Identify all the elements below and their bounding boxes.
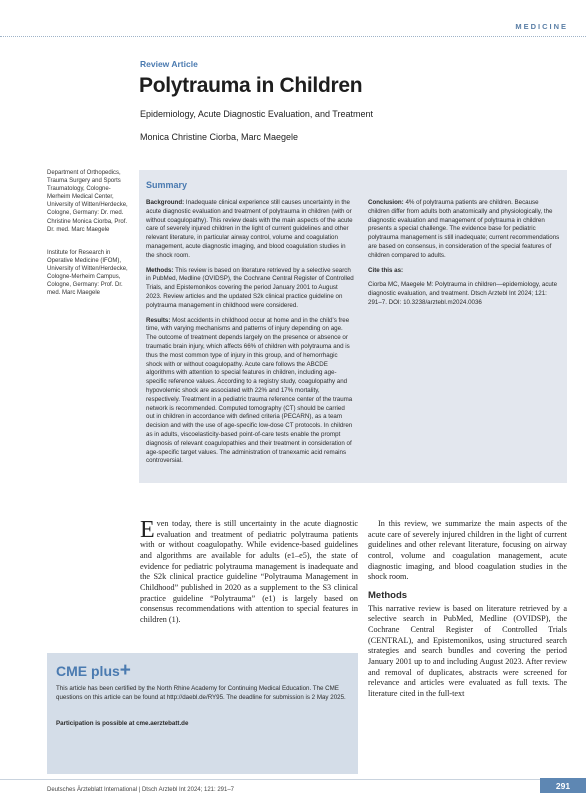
summary-left-column: [146, 199, 354, 472]
header-rule: [0, 36, 586, 37]
summary-methods: Methods: This review is based on literature retrieved by a selective search in PubMed, Medline (OVIDSP), the Cochrane Central Register of Controlled Trials, and Epistemonikos covering the period January 2001 to August 2023. Review articles and the updated S2k clinical practice guideline on polytrauma management in childhood were considered.: [146, 266, 354, 309]
summary-conclusion: Conclusion: 4% of polytrauma patients are children. Because children differ from adults both anatomically and physiologically, the diagnostic evaluation and management of polytrauma in children presents a special challenge. The evidence base for pediatric polytrauma management is still inadequate; current recommendations are based on consensus, in consideration of the special features of children compared to adults.: [368, 199, 560, 259]
page-number: 291: [555, 781, 571, 791]
body-left-column: [140, 519, 358, 626]
affiliation-2: Institute for Research in Operative Medicine (IFOM), University of Witten/Herdecke, Cologne-Merheim Campus, Cologne, Germany: Prof. Dr. med. Marc Maegele: [47, 250, 128, 297]
summary-heading: Summary: [146, 180, 188, 190]
methods-paragraph: This narrative review is based on literature retrieved by a selective search in PubMed, Medline (OVIDSP), the Cochrane Central Register of Controlled Trials (CENTRAL), and Epistemonikos, using structured search strategies and search bundles and covering the period January 2001 up to and including August 2023. After review and removal of duplicates, abstracts were screened for relevance and articles were evaluated as full texts. The literature cited in the full-text: [368, 603, 567, 698]
summary-background: Background: Inadequate clinical experience still causes uncertainty in the acute diagnostic evaluation and treatment of polytrauma in children (with or without coagulopathy). This review deals with the main aspects of the acute care of severely injured children in the light of current guidelines and other relevant literature, in particular airway control, volume and coagulation management, acute diagnostic imaging, and blood coagulation studies in the shock room.: [146, 199, 353, 259]
article-subtitle: Epidemiology, Acute Diagnostic Evaluation, and Treatment: [140, 109, 373, 119]
cme-text: This article has been certified by the North Rhine Academy for Continuing Medical Education. The CME questions on this article can be found at http://daebl.de/RY95. The deadline for submission is 2 May 2025.: [56, 685, 346, 701]
article-authors: Monica Christine Ciorba, Marc Maegele: [140, 132, 299, 142]
summary-results: Results: Most accidents in childhood occur at home and in the child’s free time, with varying mechanisms and patterns of injury depending on age. The outcome of treatment depends largely on the presence or absence or traumatic brain injury, which affects 66% of children with polytrauma and is thus the most common type of injury in this group, and of hemorrhagic shock with or without coagulopathy. Acute care follows the ABCDE algorithms with attention to special features in children, including age-specific reference values. According to a registry study, coagulopathy and hypovolemic shock are associated with 22% and 17% mortality, respectively. Treatment in a pediatric trauma reference center of the trauma network is recommended. Computed tomography (CT) should be carried out in children in accordance with defined criteria (PECARN), as a team decision and with the use of age-specific low-dose CT protocols. In children as in adults, viscoelasticity-based point-of-care tests enable the prompt diagnosis of relevant coagulopathies and their treatment in consideration of age-specific target values. The administration of tranexamic acid remains controversial.: [146, 316, 353, 465]
cme-title: CME plus+: [56, 660, 131, 681]
review-paragraph: In this review, we summarize the main aspects of the acute care of severely injured children in the light of current guidelines and other relevant literature, focusing on airway control, volume and coagulation management, acute diagnostic imaging, and blood coagulation studies in the shock room.: [368, 519, 567, 582]
article-title: Polytrauma in Children: [139, 74, 363, 97]
drop-cap: E: [140, 517, 155, 543]
cite-text: Ciorba MC, Maegele M: Polytrauma in children—epidemiology, acute diagnostic evaluation, and treatment. Dtsch Arztebl Int 2024; 121: 291–7. DOI: 10.3238/arztebl.m2024.0036: [368, 281, 558, 306]
article-type: Review Article: [140, 59, 198, 69]
footer-rule: [0, 779, 586, 780]
affiliation-1: Department of Orthopedics, Trauma Surgery and Sports Traumatology, Cologne-Merheim Medical Center, University of Witten/Herdecke, Cologne, Germany: Dr. med. Christine Monica Ciorba, Prof. Dr. med. Marc Maegele: [47, 170, 128, 233]
cme-plus-icon: +: [119, 660, 131, 681]
methods-heading: Methods: [368, 589, 408, 601]
intro-paragraph: ven today, there is still uncertainty in the acute diagnostic evaluation and treatment of pediatric polytrauma patients with or without coagulopathy. While evidence-based guidelines and algorithms are available for adults (e1–e5), the state of evidence for pediatric polytrauma management is inadequate and the S2k clinical practice guideline “Polytrauma Management in Childhood” published in 2020 as a supplement to the S3 clinical practice guideline “Polytrauma” (e1) is largely based on consensus recommendations with attention to special features in children (1).: [140, 519, 358, 624]
cite-heading: Cite this as:: [368, 266, 404, 274]
section-label: MEDICINE: [515, 22, 568, 31]
summary-right-column: [368, 199, 560, 314]
cme-participation: Participation is possible at cme.aerztebatt.de: [56, 720, 189, 727]
body-right-column: [368, 519, 567, 708]
footer-journal: Deutsches Ärzteblatt International | Dtsch Arztebl Int 2024; 121: 291–7: [47, 787, 235, 793]
